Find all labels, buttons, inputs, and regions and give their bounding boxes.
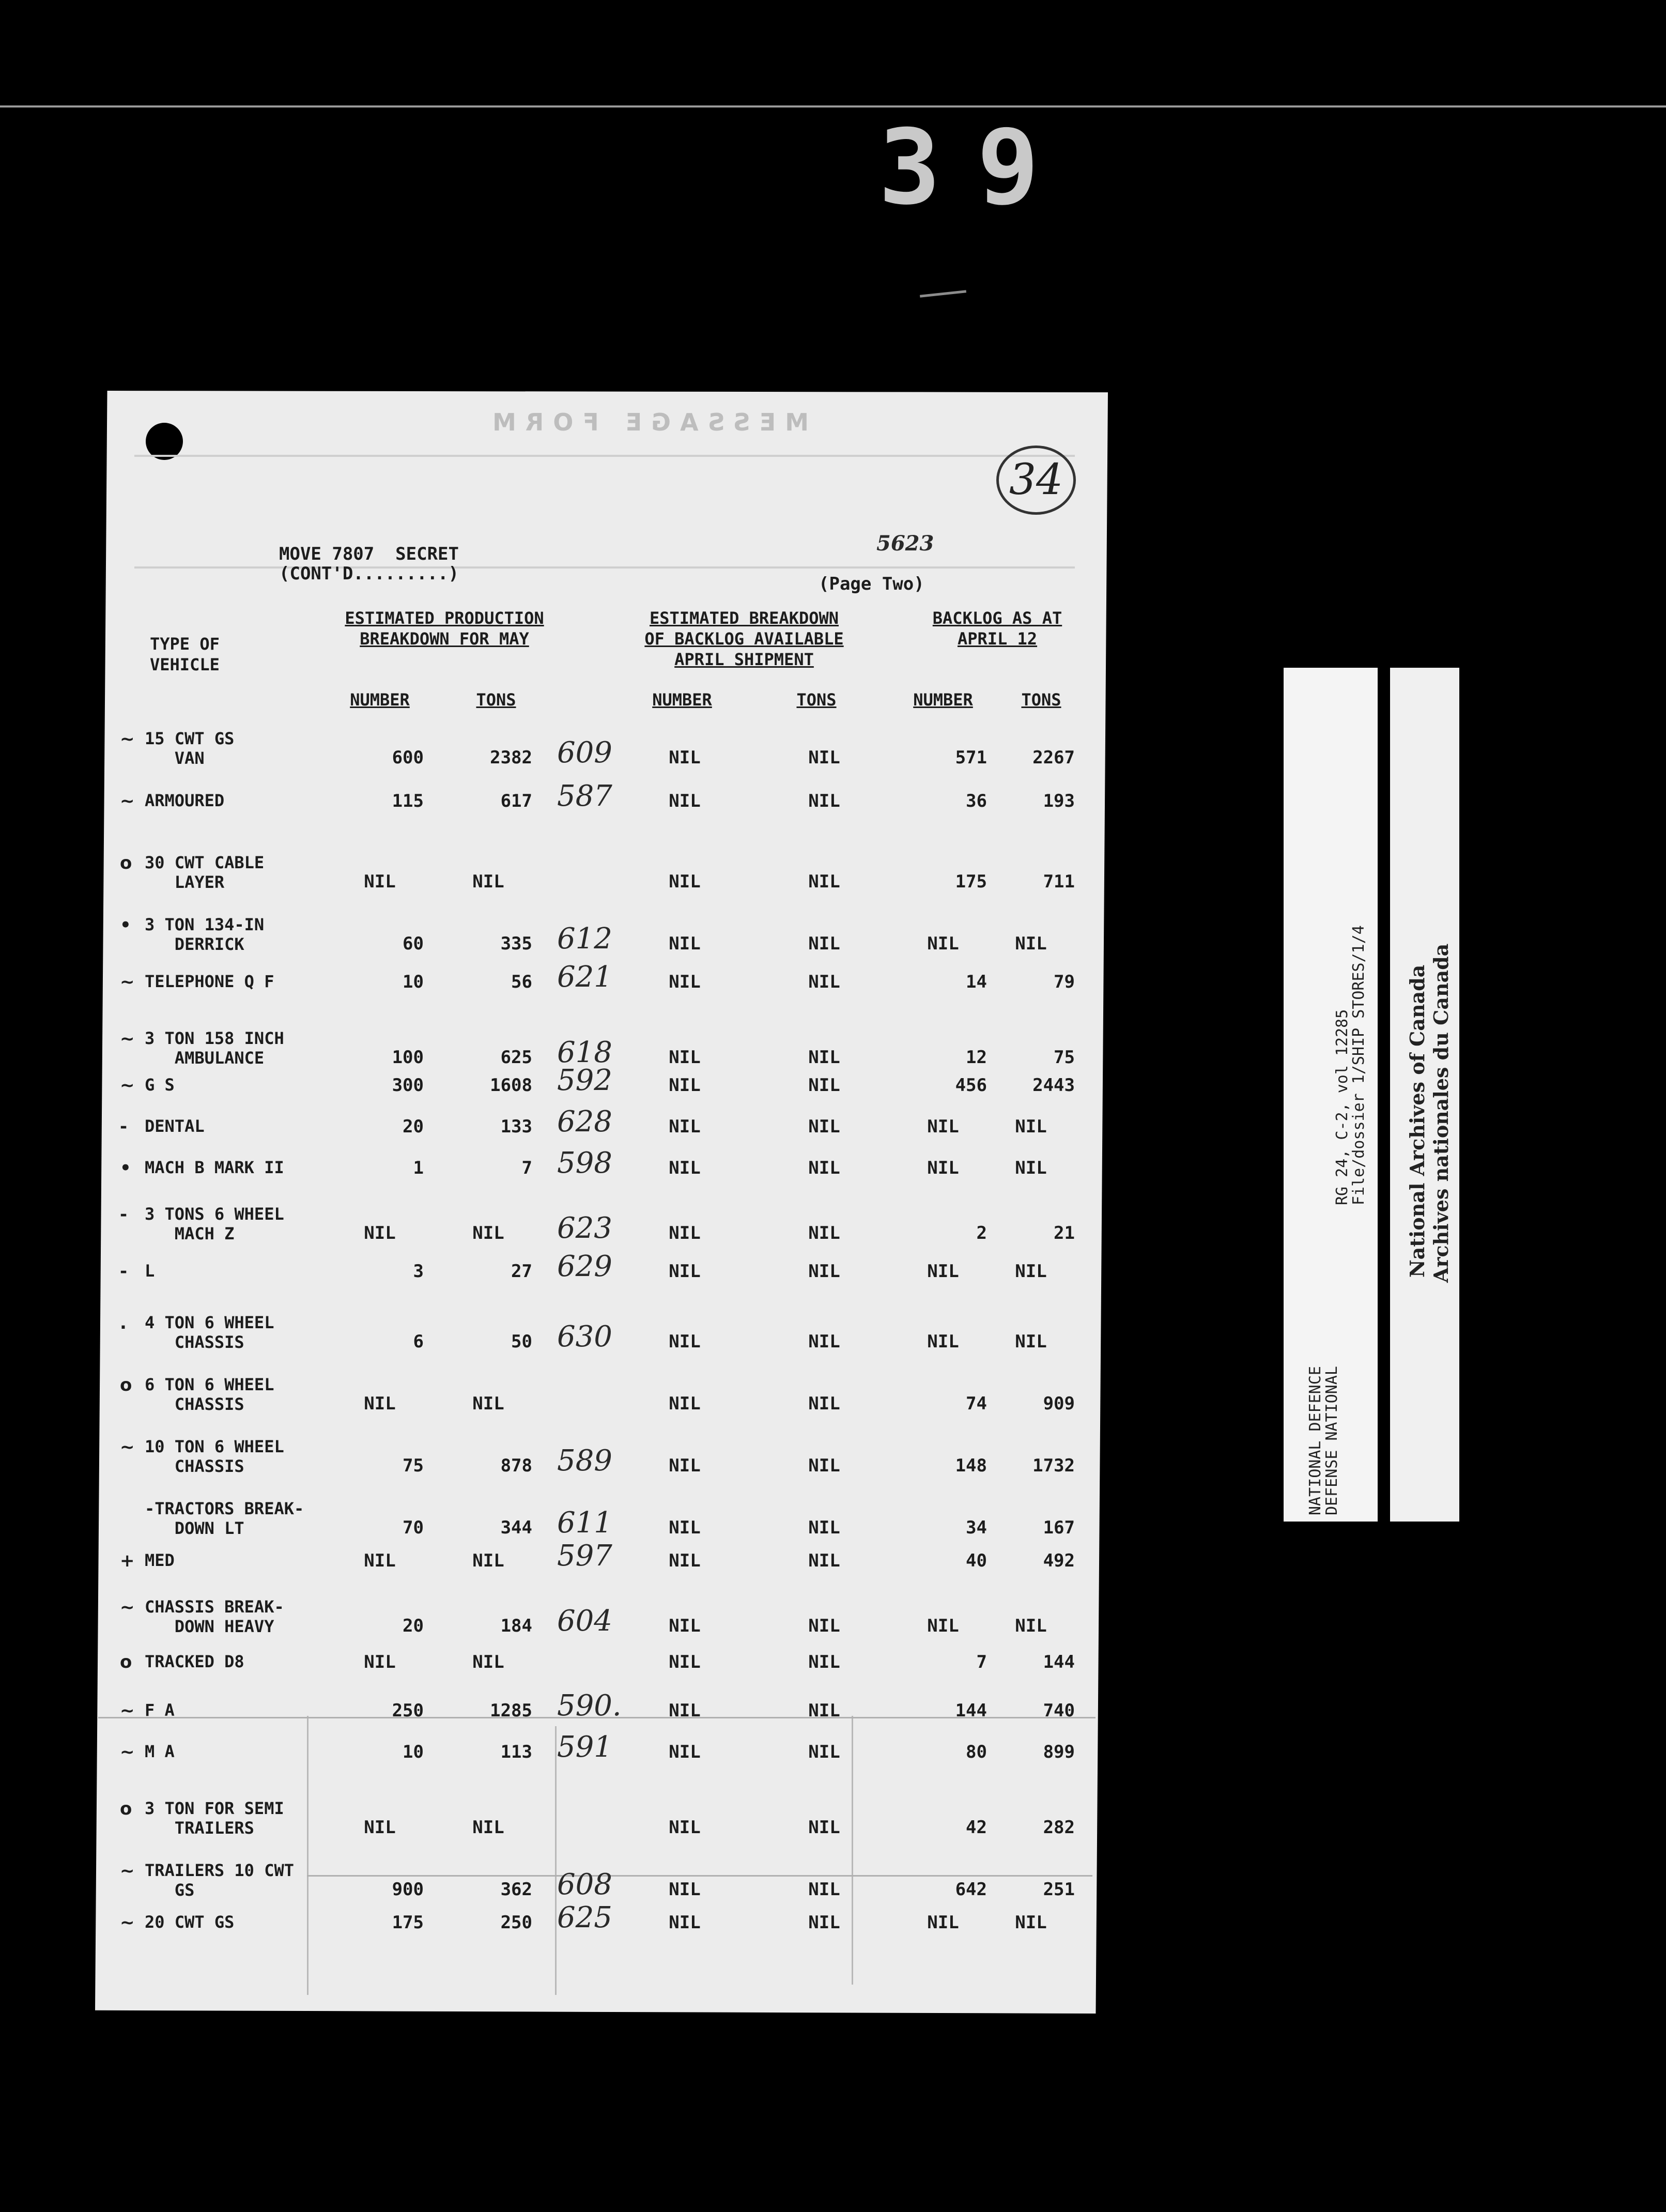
cell-n1: 100 xyxy=(392,1047,424,1068)
cell-t1: 250 xyxy=(500,1912,532,1933)
cell-n3: 74 xyxy=(966,1393,987,1414)
cell-t1: NIL xyxy=(472,1550,504,1571)
cell-t1: 50 xyxy=(511,1331,532,1352)
archive-reference-2: File/dossier 1/SHIP STORES/1/4 xyxy=(1350,925,1368,1205)
header-type-of-vehicle: TYPE OF VEHICLE xyxy=(150,634,220,674)
film-edge-line xyxy=(0,105,1666,107)
row-check-mark: ~ xyxy=(120,1437,135,1457)
page-two-label: (Page Two) xyxy=(819,574,924,594)
cell-n1: NIL xyxy=(364,1393,396,1414)
cell-n1: 250 xyxy=(392,1700,424,1721)
cell-n2: NIL xyxy=(669,1455,701,1476)
row-check-mark: . xyxy=(120,1313,127,1333)
vehicle-type-label: 6 TON 6 WHEEL CHASSIS xyxy=(145,1375,274,1414)
cell-t2: NIL xyxy=(808,1742,840,1762)
handwritten-ref-number: 625 xyxy=(557,1901,612,1934)
cell-t1: NIL xyxy=(472,871,504,892)
frame-number: 39 xyxy=(878,107,1075,228)
handwritten-ref-number: 587 xyxy=(557,779,612,813)
cell-t3: 75 xyxy=(1054,1047,1075,1068)
cell-n2: NIL xyxy=(669,1047,701,1068)
archive-reference-1: RG 24, C-2, vol 12285 xyxy=(1333,1009,1351,1205)
cell-t2: NIL xyxy=(808,1879,840,1900)
cell-t3: 79 xyxy=(1054,972,1075,992)
cell-n3: NIL xyxy=(927,933,959,954)
header-estimated-production: ESTIMATED PRODUCTION BREAKDOWN FOR MAY xyxy=(345,608,544,649)
cell-n3: NIL xyxy=(927,1331,959,1352)
cell-t3: 282 xyxy=(1043,1817,1075,1838)
cell-n3: 7 xyxy=(976,1652,987,1672)
cell-t3: 909 xyxy=(1043,1393,1075,1414)
archive-name-fr: Archives nationales du Canada xyxy=(1429,943,1453,1283)
handwritten-ref-number: 629 xyxy=(557,1250,612,1283)
department-label-fr: DEFENSE NATIONAL xyxy=(1323,1366,1341,1515)
cell-n3: 42 xyxy=(966,1817,987,1838)
cell-t2: NIL xyxy=(808,1700,840,1721)
row-check-mark: o xyxy=(120,853,132,873)
handwritten-ref-number: 618 xyxy=(557,1036,612,1069)
row-check-mark: + xyxy=(120,1550,135,1571)
vehicle-type-label: -TRACTORS BREAK- DOWN LT xyxy=(145,1499,304,1538)
cell-t3: 193 xyxy=(1043,791,1075,811)
vehicle-type-label: DENTAL xyxy=(145,1116,205,1136)
cell-n1: 75 xyxy=(403,1455,424,1476)
col-tons-1: TONS xyxy=(476,690,516,710)
cell-t1: 7 xyxy=(521,1158,532,1178)
cell-n3: 36 xyxy=(966,791,987,811)
cell-t1: NIL xyxy=(472,1817,504,1838)
cell-t3: NIL xyxy=(1015,1158,1047,1178)
cell-n1: 20 xyxy=(403,1616,424,1636)
cell-n1: 10 xyxy=(403,972,424,992)
ref-number: 5623 xyxy=(876,531,934,556)
vehicle-type-label: 4 TON 6 WHEEL CHASSIS xyxy=(145,1313,274,1352)
cell-t2: NIL xyxy=(808,1223,840,1243)
vehicle-type-label: ARMOURED xyxy=(145,791,225,810)
cell-n1: NIL xyxy=(364,1817,396,1838)
cell-t3: 492 xyxy=(1043,1550,1075,1571)
cell-t2: NIL xyxy=(808,1116,840,1137)
handwritten-ref-number: 592 xyxy=(557,1064,612,1097)
cell-n1: 175 xyxy=(392,1912,424,1933)
cell-n3: NIL xyxy=(927,1912,959,1933)
cell-t2: NIL xyxy=(808,1075,840,1096)
col-tons-3: TONS xyxy=(1021,690,1061,710)
cell-n3: 34 xyxy=(966,1517,987,1538)
vehicle-type-label: TRACKED D8 xyxy=(145,1652,244,1671)
vehicle-type-label: M A xyxy=(145,1742,175,1761)
move-line: MOVE 7807 SECRET xyxy=(279,544,459,564)
cell-t2: NIL xyxy=(808,1261,840,1282)
row-check-mark: ~ xyxy=(120,1742,135,1762)
cell-t1: 617 xyxy=(500,791,532,811)
vehicle-type-label: TELEPHONE Q F xyxy=(145,972,274,991)
row-check-mark: ~ xyxy=(120,972,135,992)
cell-n3: NIL xyxy=(927,1116,959,1137)
handwritten-ref-number: 628 xyxy=(557,1105,612,1139)
handwritten-ref-number: 604 xyxy=(557,1604,612,1638)
cell-n2: NIL xyxy=(669,747,701,768)
cell-n2: NIL xyxy=(669,1393,701,1414)
handwritten-ref-number: 589 xyxy=(557,1444,612,1478)
department-label-en: NATIONAL DEFENCE xyxy=(1306,1366,1324,1515)
row-check-mark: - xyxy=(120,1204,128,1225)
cell-t3: NIL xyxy=(1015,1616,1047,1636)
cell-n2: NIL xyxy=(669,1817,701,1838)
cell-t2: NIL xyxy=(808,1616,840,1636)
cell-n1: NIL xyxy=(364,1652,396,1672)
cell-n2: NIL xyxy=(669,1331,701,1352)
cell-t3: 144 xyxy=(1043,1652,1075,1672)
cell-n2: NIL xyxy=(669,1700,701,1721)
cell-n2: NIL xyxy=(669,1261,701,1282)
row-check-mark: o xyxy=(120,1652,132,1672)
cell-t2: NIL xyxy=(808,1158,840,1178)
handwritten-ref-number: 597 xyxy=(557,1539,612,1573)
cell-n1: 20 xyxy=(403,1116,424,1137)
vehicle-type-label: TRAILERS 10 CWT GS xyxy=(145,1861,294,1900)
cell-t2: NIL xyxy=(808,972,840,992)
cell-n1: NIL xyxy=(364,1550,396,1571)
cell-n1: 115 xyxy=(392,791,424,811)
cell-t2: NIL xyxy=(808,933,840,954)
cell-n2: NIL xyxy=(669,791,701,811)
cell-n2: NIL xyxy=(669,871,701,892)
cell-t1: 362 xyxy=(500,1879,532,1900)
cell-n3: 148 xyxy=(955,1455,987,1476)
vehicle-type-label: 3 TON 158 INCH AMBULANCE xyxy=(145,1028,284,1068)
dash-mark xyxy=(920,290,966,297)
cell-n3: 571 xyxy=(955,747,987,768)
cell-n3: 14 xyxy=(966,972,987,992)
cell-t1: 113 xyxy=(500,1742,532,1762)
cell-n1: 600 xyxy=(392,747,424,768)
cell-n2: NIL xyxy=(669,1652,701,1672)
form-rule xyxy=(307,1875,1092,1877)
handwritten-ref-number: 608 xyxy=(557,1868,612,1901)
row-check-mark: • xyxy=(120,915,131,935)
col-number-1: NUMBER xyxy=(350,690,410,710)
cell-n2: NIL xyxy=(669,1912,701,1933)
cell-n2: NIL xyxy=(669,1075,701,1096)
cell-n2: NIL xyxy=(669,1742,701,1762)
handwritten-ref-number: 611 xyxy=(557,1506,612,1540)
header-estimated-backlog: ESTIMATED BREAKDOWN OF BACKLOG AVAILABLE APRIL SHIPMENT xyxy=(644,608,844,669)
cell-t1: 878 xyxy=(500,1455,532,1476)
row-check-mark: - xyxy=(120,1116,128,1137)
cell-n2: NIL xyxy=(669,1517,701,1538)
cell-t3: 711 xyxy=(1043,871,1075,892)
cell-t2: NIL xyxy=(808,1550,840,1571)
cell-t1: 335 xyxy=(500,933,532,954)
vehicle-type-label: 15 CWT GS VAN xyxy=(145,729,235,768)
cell-n1: 300 xyxy=(392,1075,424,1096)
vehicle-type-label: 30 CWT CABLE LAYER xyxy=(145,853,265,892)
row-check-mark: • xyxy=(120,1158,131,1178)
cell-t2: NIL xyxy=(808,1912,840,1933)
cell-n1: 3 xyxy=(413,1261,424,1282)
cell-n2: NIL xyxy=(669,972,701,992)
cell-t2: NIL xyxy=(808,1331,840,1352)
cell-t2: NIL xyxy=(808,1393,840,1414)
cell-t3: 251 xyxy=(1043,1879,1075,1900)
cell-n1: 6 xyxy=(413,1331,424,1352)
cell-t2: NIL xyxy=(808,1652,840,1672)
cell-n2: NIL xyxy=(669,1550,701,1571)
cell-t3: NIL xyxy=(1015,933,1047,954)
col-number-2: NUMBER xyxy=(652,690,712,710)
cell-t1: 2382 xyxy=(490,747,532,768)
cell-n3: NIL xyxy=(927,1158,959,1178)
cell-t3: 2443 xyxy=(1032,1075,1075,1096)
cell-t3: 899 xyxy=(1043,1742,1075,1762)
cell-t1: NIL xyxy=(472,1223,504,1243)
cell-t3: NIL xyxy=(1015,1912,1047,1933)
col-number-3: NUMBER xyxy=(913,690,973,710)
cell-n2: NIL xyxy=(669,1879,701,1900)
cell-n2: NIL xyxy=(669,1116,701,1137)
cell-t2: NIL xyxy=(808,1817,840,1838)
vehicle-type-label: 3 TON 134-IN DERRICK xyxy=(145,915,265,954)
cell-t1: 27 xyxy=(511,1261,532,1282)
archive-name-en: National Archives of Canada xyxy=(1406,964,1429,1278)
handwritten-ref-number: 623 xyxy=(557,1211,612,1245)
row-check-mark: ~ xyxy=(120,1597,135,1618)
cell-t3: 1732 xyxy=(1032,1455,1075,1476)
cell-n1: 1 xyxy=(413,1158,424,1178)
row-check-mark: ~ xyxy=(120,1912,135,1933)
row-check-mark: ~ xyxy=(120,1861,135,1881)
cell-t2: NIL xyxy=(808,1047,840,1068)
cell-t3: NIL xyxy=(1015,1331,1047,1352)
row-check-mark: ~ xyxy=(120,1075,135,1096)
row-check-mark: o xyxy=(120,1799,132,1819)
cell-t3: 167 xyxy=(1043,1517,1075,1538)
cell-n3: 40 xyxy=(966,1550,987,1571)
cell-n1: 900 xyxy=(392,1879,424,1900)
cell-n3: 642 xyxy=(955,1879,987,1900)
handwritten-ref-number: 598 xyxy=(557,1146,612,1180)
cell-t1: 184 xyxy=(500,1616,532,1636)
cell-n1: NIL xyxy=(364,871,396,892)
handwritten-ref-number: 609 xyxy=(557,736,612,770)
cell-n2: NIL xyxy=(669,933,701,954)
vehicle-type-label: 10 TON 6 WHEEL CHASSIS xyxy=(145,1437,284,1476)
cell-t3: NIL xyxy=(1015,1116,1047,1137)
cell-t1: 133 xyxy=(500,1116,532,1137)
page-circle-number: 34 xyxy=(996,446,1076,515)
cell-n3: 80 xyxy=(966,1742,987,1762)
cell-t2: NIL xyxy=(808,791,840,811)
cell-n3: 456 xyxy=(955,1075,987,1096)
cell-n3: NIL xyxy=(927,1261,959,1282)
handwritten-ref-number: 591 xyxy=(557,1730,612,1764)
header-backlog: BACKLOG AS AT APRIL 12 xyxy=(932,608,1062,649)
cell-t3: 2267 xyxy=(1032,747,1075,768)
cell-t1: 1285 xyxy=(490,1700,532,1721)
cell-t2: NIL xyxy=(808,747,840,768)
form-rule xyxy=(134,566,1075,569)
vehicle-type-label: F A xyxy=(145,1700,175,1720)
form-header: MESSAGE FORM xyxy=(483,408,809,436)
cell-n1: 60 xyxy=(403,933,424,954)
cell-n3: 12 xyxy=(966,1047,987,1068)
handwritten-ref-number: 612 xyxy=(557,922,612,956)
row-check-mark: ~ xyxy=(120,1700,135,1721)
archive-reference-strip xyxy=(1284,668,1378,1522)
handwritten-ref-number: 590. xyxy=(557,1689,622,1723)
cell-t3: 21 xyxy=(1054,1223,1075,1243)
vehicle-type-label: MACH B MARK II xyxy=(145,1158,284,1177)
row-check-mark: - xyxy=(120,1261,128,1282)
vehicle-type-label: MED xyxy=(145,1550,175,1570)
archive-name-strip xyxy=(1390,668,1459,1522)
cell-t3: 740 xyxy=(1043,1700,1075,1721)
cell-n2: NIL xyxy=(669,1616,701,1636)
row-check-mark: ~ xyxy=(120,791,135,811)
cell-n2: NIL xyxy=(669,1158,701,1178)
cell-n1: 10 xyxy=(403,1742,424,1762)
cell-n1: NIL xyxy=(364,1223,396,1243)
form-rule xyxy=(134,455,1075,457)
cell-t2: NIL xyxy=(808,1517,840,1538)
vehicle-type-label: G S xyxy=(145,1075,175,1095)
handwritten-ref-number: 621 xyxy=(557,960,612,994)
cell-t2: NIL xyxy=(808,871,840,892)
cell-t1: 625 xyxy=(500,1047,532,1068)
row-check-mark: ~ xyxy=(120,729,135,749)
cell-t1: NIL xyxy=(472,1393,504,1414)
cell-t2: NIL xyxy=(808,1455,840,1476)
cell-n3: 175 xyxy=(955,871,987,892)
vehicle-type-label: L xyxy=(145,1261,155,1281)
form-divider xyxy=(555,1726,557,1995)
cell-t1: 344 xyxy=(500,1517,532,1538)
row-check-mark: o xyxy=(120,1375,132,1395)
cell-n1: 70 xyxy=(403,1517,424,1538)
vehicle-type-label: 20 CWT GS xyxy=(145,1912,235,1932)
handwritten-ref-number: 630 xyxy=(557,1320,612,1354)
cell-n2: NIL xyxy=(669,1223,701,1243)
cont-line: (CONT'D.........) xyxy=(279,563,459,584)
cell-n3: 144 xyxy=(955,1700,987,1721)
vehicle-type-label: CHASSIS BREAK- DOWN HEAVY xyxy=(145,1597,284,1636)
cell-n3: NIL xyxy=(927,1616,959,1636)
row-check-mark: ~ xyxy=(120,1028,135,1049)
cell-t1: NIL xyxy=(472,1652,504,1672)
vehicle-type-label: 3 TON FOR SEMI TRAILERS xyxy=(145,1799,284,1838)
vehicle-type-label: 3 TONS 6 WHEEL MACH Z xyxy=(145,1204,284,1243)
cell-n3: 2 xyxy=(976,1223,987,1243)
cell-t1: 56 xyxy=(511,972,532,992)
cell-t1: 1608 xyxy=(490,1075,532,1096)
cell-t3: NIL xyxy=(1015,1261,1047,1282)
col-tons-2: TONS xyxy=(796,690,837,710)
